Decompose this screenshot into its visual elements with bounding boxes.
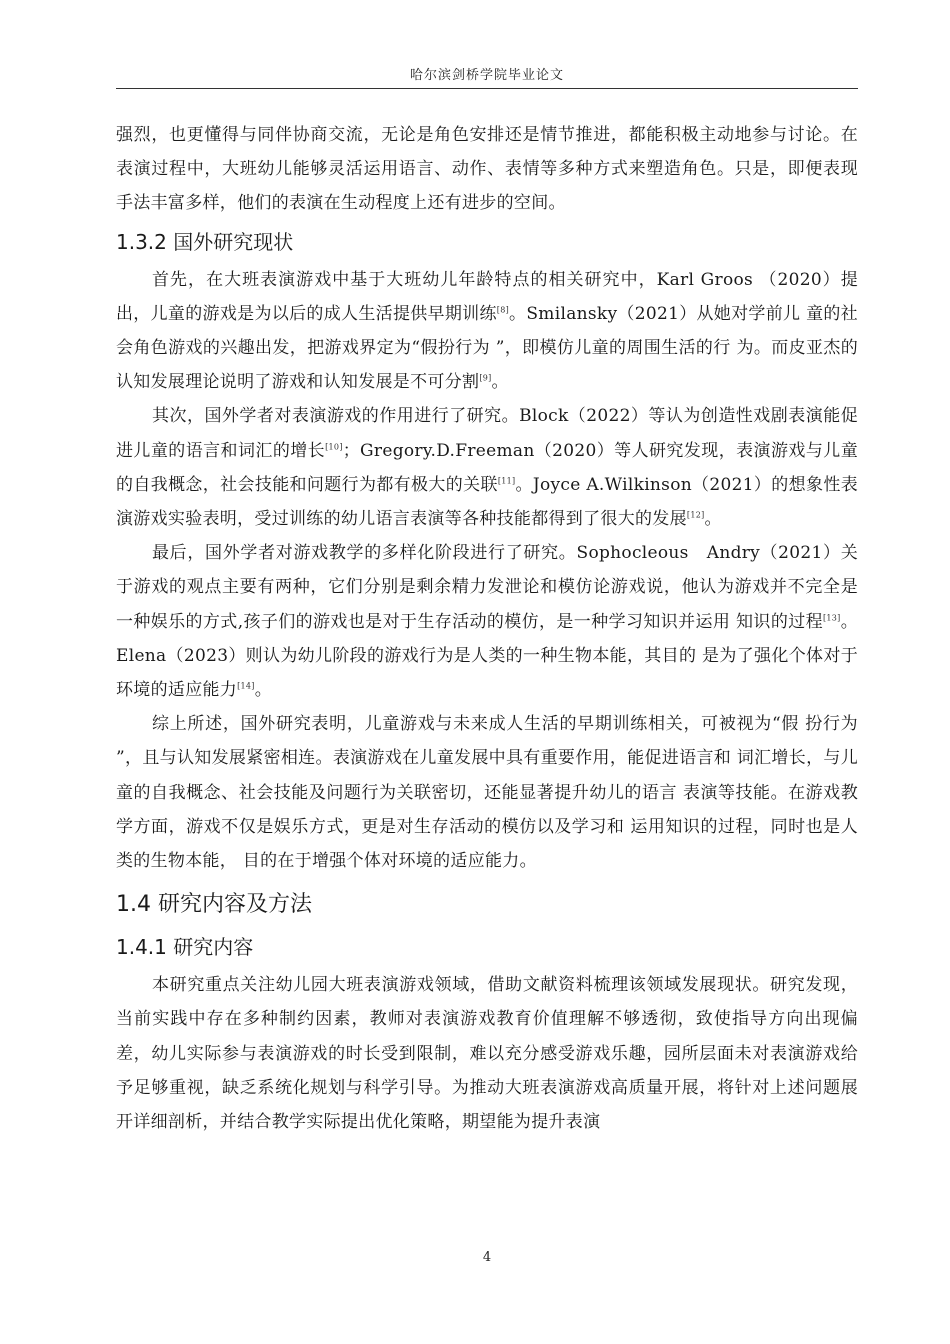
section-heading-1-4: 1.4 研究内容及方法 (116, 892, 312, 918)
paragraph-text: ；Gregory.D.Freeman（2020）等人研究发现，表演游戏与儿童的自我概念，社会技能和问题行为都有极大的关联 (116, 440, 858, 495)
citation-ref-11[interactable]: [11] (497, 476, 516, 486)
citation-ref-12[interactable]: [12] (686, 510, 705, 520)
paragraph-text: 。Elena（2023）则认为幼儿阶段的游戏行为是人类的一种生物本能，其目的 是为了强化个体对于环境的适应能力 (116, 611, 858, 701)
page-header-title: 哈尔滨剑桥学院毕业论文 (409, 68, 564, 83)
paragraph-text: 。Joyce A.Wilkinson（2021）的想象性表演游戏实验表明，受过训练的幼儿语言表演等各种技能都得到了很大的发展 (116, 474, 858, 530)
citation-ref-13[interactable]: [13] (822, 612, 841, 622)
section-heading-1-3-2: 1.3.2 国外研究现状 (116, 229, 294, 254)
paragraph-research-content: 本研究重点关注幼儿园大班表演游戏领域，借助文献资料梳理该领域发展现状。研究发现，当前实践中存在多种制约因素，教师对表演游戏教育价值理解不够透彻，致使指导方向出现偏差，幼儿实际参与表演游戏的时长受到限制，难以充分感受游戏乐趣，园所层面未对表演游戏给予足够重视，缺乏系统化规划与科学引导。为推动大班表演游戏高质量开展，将针对上述问题展开详细剖析，并结合教学实际提出优化策略，期望能为提升表演 (116, 975, 858, 1133)
document-body (116, 118, 858, 1139)
paragraph-text: 其次，国外学者对表演游戏的作用进行了研究。Block（2022）等认为创造性戏剧表演能促进儿童的语言和词汇的增长 (116, 406, 858, 461)
paragraph-second-research (116, 399, 858, 536)
paragraph-third-research (116, 536, 858, 707)
citation-ref-14[interactable]: [14] (237, 681, 255, 691)
citation-ref-8[interactable]: [8] (496, 305, 510, 315)
paragraph-continuation: 强烈，也更懂得与同伴协商交流，无论是角色安排还是情节推进，都能积极主动地参与讨论。在表演过程中，大班幼儿能够灵活运用语言、动作、表情等多种方式来塑造角色。只是，即便表现手法丰富多样，他们的表演在生动程度上还有进步的空间。 (116, 125, 858, 214)
paragraph-text: 首先，在大班表演游戏中基于大班幼儿年龄特点的相关研究中，Karl Groos （2020）提出，儿童的游戏是为以后的成人生活提供早期训练 (116, 269, 858, 324)
paragraph-summary: 综上所述，国外研究表明，儿童游戏与未来成人生活的早期训练相关，可被视为“假 扮行为 ”，且与认知发展紧密相连。表演游戏在儿童发展中具有重要作用，能促进语言和 词汇增长，与儿童的自我概念、社会技能及问题行为关联密切，还能显著提升幼儿的语言 表演等技能。在游戏教学方面，游戏不仅是娱乐方式，更是对生存活动的模仿以及学习和 运用知识的过程，同时也是人类的生物本能， 目的在于增强个体对环境的适应能力。 (116, 714, 858, 872)
citation-ref-9[interactable]: [9] (479, 373, 492, 383)
paragraph-first-research (116, 263, 858, 400)
paragraph-text: 。Smilansky（2021）从她对学前儿 童的社会角色游戏的兴趣出发，把游戏界定为“假扮行为 ”，即模仿儿童的周围生活的行 为。而皮亚杰的认知发展理论说明了游戏和认知发展是不可分割 (116, 303, 858, 393)
section-heading-1-4-1: 1.4.1 研究内容 (116, 935, 254, 960)
paragraph-text: 。 (254, 680, 273, 701)
header-divider (116, 88, 858, 89)
page-number: 4 (482, 1250, 492, 1265)
paragraph-text: 。 (704, 509, 722, 530)
paragraph-text: 。 (491, 372, 509, 393)
citation-ref-10[interactable]: [10] (325, 441, 343, 451)
paragraph-text: 最后，国外学者对游戏教学的多样化阶段进行了研究。Sophocleous Andry（2021）关于游戏的观点主要有两种，它们分别是剩余精力发泄论和模仿论游戏说，他认为游戏并不完全是一种娱乐的方式,孩子们的游戏也是对于生存活动的模仿，是一种学习知识并运用 知识的过程 (116, 543, 858, 632)
